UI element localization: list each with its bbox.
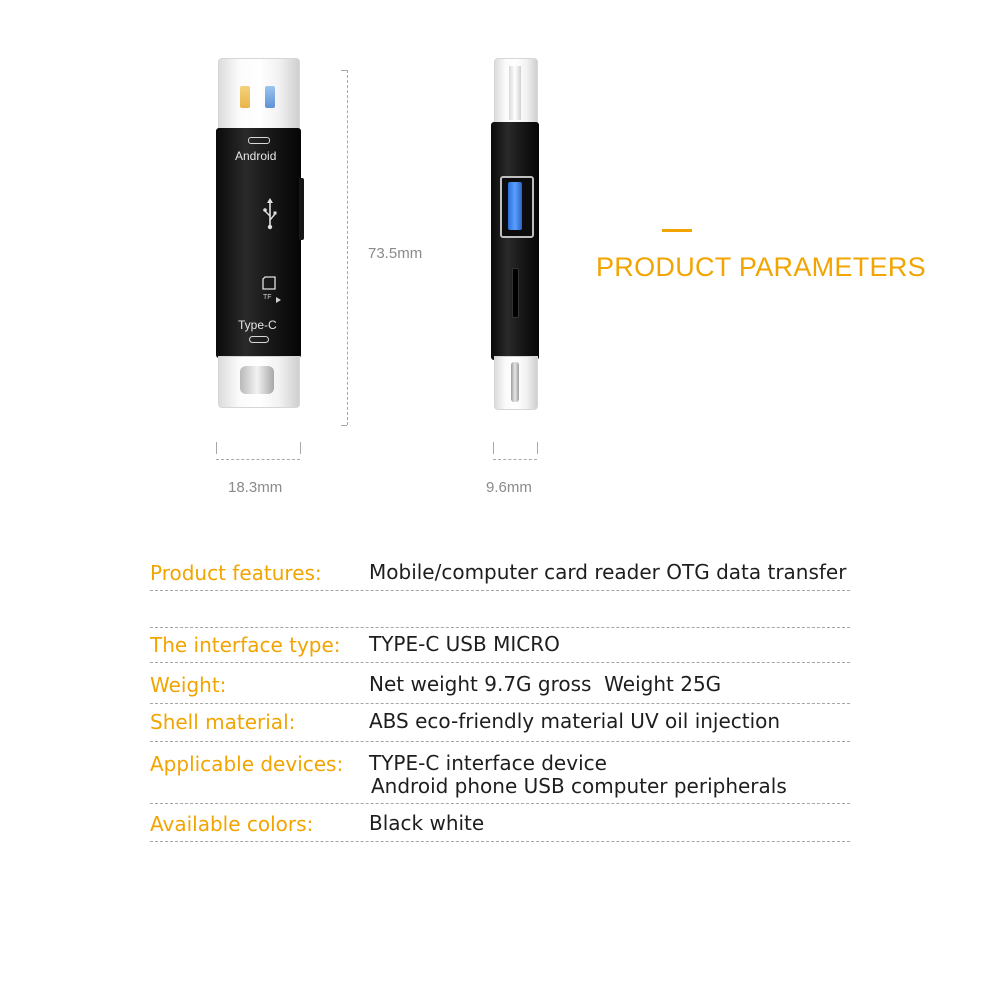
spec-divider xyxy=(150,741,850,742)
micro-usb-port-icon xyxy=(248,137,270,144)
usb-a-contacts-2 xyxy=(265,86,275,108)
side-dim-cap-left xyxy=(493,442,494,454)
spec-value: TYPE-C interface device xyxy=(369,751,607,775)
spec-label: Shell material: xyxy=(150,710,296,734)
spec-value: Net weight 9.7G gross Weight 25G xyxy=(369,672,722,696)
tf-card-slot xyxy=(512,268,519,318)
spec-label: Weight: xyxy=(150,673,227,697)
usb-symbol-icon xyxy=(262,198,278,230)
side-width-label: 9.6mm xyxy=(486,479,532,496)
heading-accent-bar xyxy=(662,229,692,232)
sd-card-icon xyxy=(262,276,278,290)
spec-row-weight xyxy=(150,673,850,697)
side-dim-cap-right xyxy=(537,442,538,454)
spec-divider xyxy=(150,841,850,842)
spec-label: Available colors: xyxy=(150,812,314,836)
spec-row-colors xyxy=(150,812,850,836)
type-c-connector xyxy=(240,366,274,394)
height-dimension-label: 73.5mm xyxy=(368,245,423,262)
tf-arrow-icon xyxy=(276,297,281,303)
usb-port-blue-tongue xyxy=(508,182,522,230)
spec-row-shell xyxy=(150,710,850,734)
spec-value: Mobile/computer card reader OTG data transfer xyxy=(369,560,847,584)
spec-label: The interface type: xyxy=(150,633,341,657)
front-width-dimension-line xyxy=(216,459,300,460)
type-c-label: Type-C xyxy=(238,318,277,332)
height-dimension-line xyxy=(347,70,348,425)
spec-value: Black white xyxy=(369,811,485,835)
spec-row-devices xyxy=(150,752,850,800)
spec-divider xyxy=(150,662,850,663)
tf-mark: TF xyxy=(263,294,272,301)
spec-divider xyxy=(150,703,850,704)
spec-row-features xyxy=(150,561,850,585)
spec-divider xyxy=(150,590,850,591)
usb-a-plug xyxy=(218,58,300,134)
spec-value: TYPE-C USB MICRO xyxy=(369,632,560,656)
device-body-side xyxy=(491,122,539,360)
front-width-label: 18.3mm xyxy=(228,479,283,496)
spec-value: Android phone USB computer peripherals xyxy=(371,774,787,798)
side-plug-inner xyxy=(509,66,521,120)
spec-label: Applicable devices: xyxy=(150,752,344,776)
side-width-dimension-line xyxy=(493,459,537,460)
spec-row-interface xyxy=(150,633,850,657)
spec-divider xyxy=(150,627,850,628)
type-c-port-icon xyxy=(249,336,269,343)
dim-cap-bottom xyxy=(341,425,347,426)
spec-label: Product features: xyxy=(150,561,322,585)
usb-a-contacts xyxy=(240,86,250,108)
spec-divider xyxy=(150,803,850,804)
dim-cap-left xyxy=(216,442,217,454)
sd-slot-notch xyxy=(299,178,304,240)
dim-cap-right xyxy=(300,442,301,454)
product-parameters-heading: PRODUCT PARAMETERS xyxy=(596,252,926,282)
android-label: Android xyxy=(235,149,277,163)
side-type-c-connector xyxy=(511,362,519,402)
spec-value: ABS eco-friendly material UV oil injection xyxy=(369,709,781,733)
